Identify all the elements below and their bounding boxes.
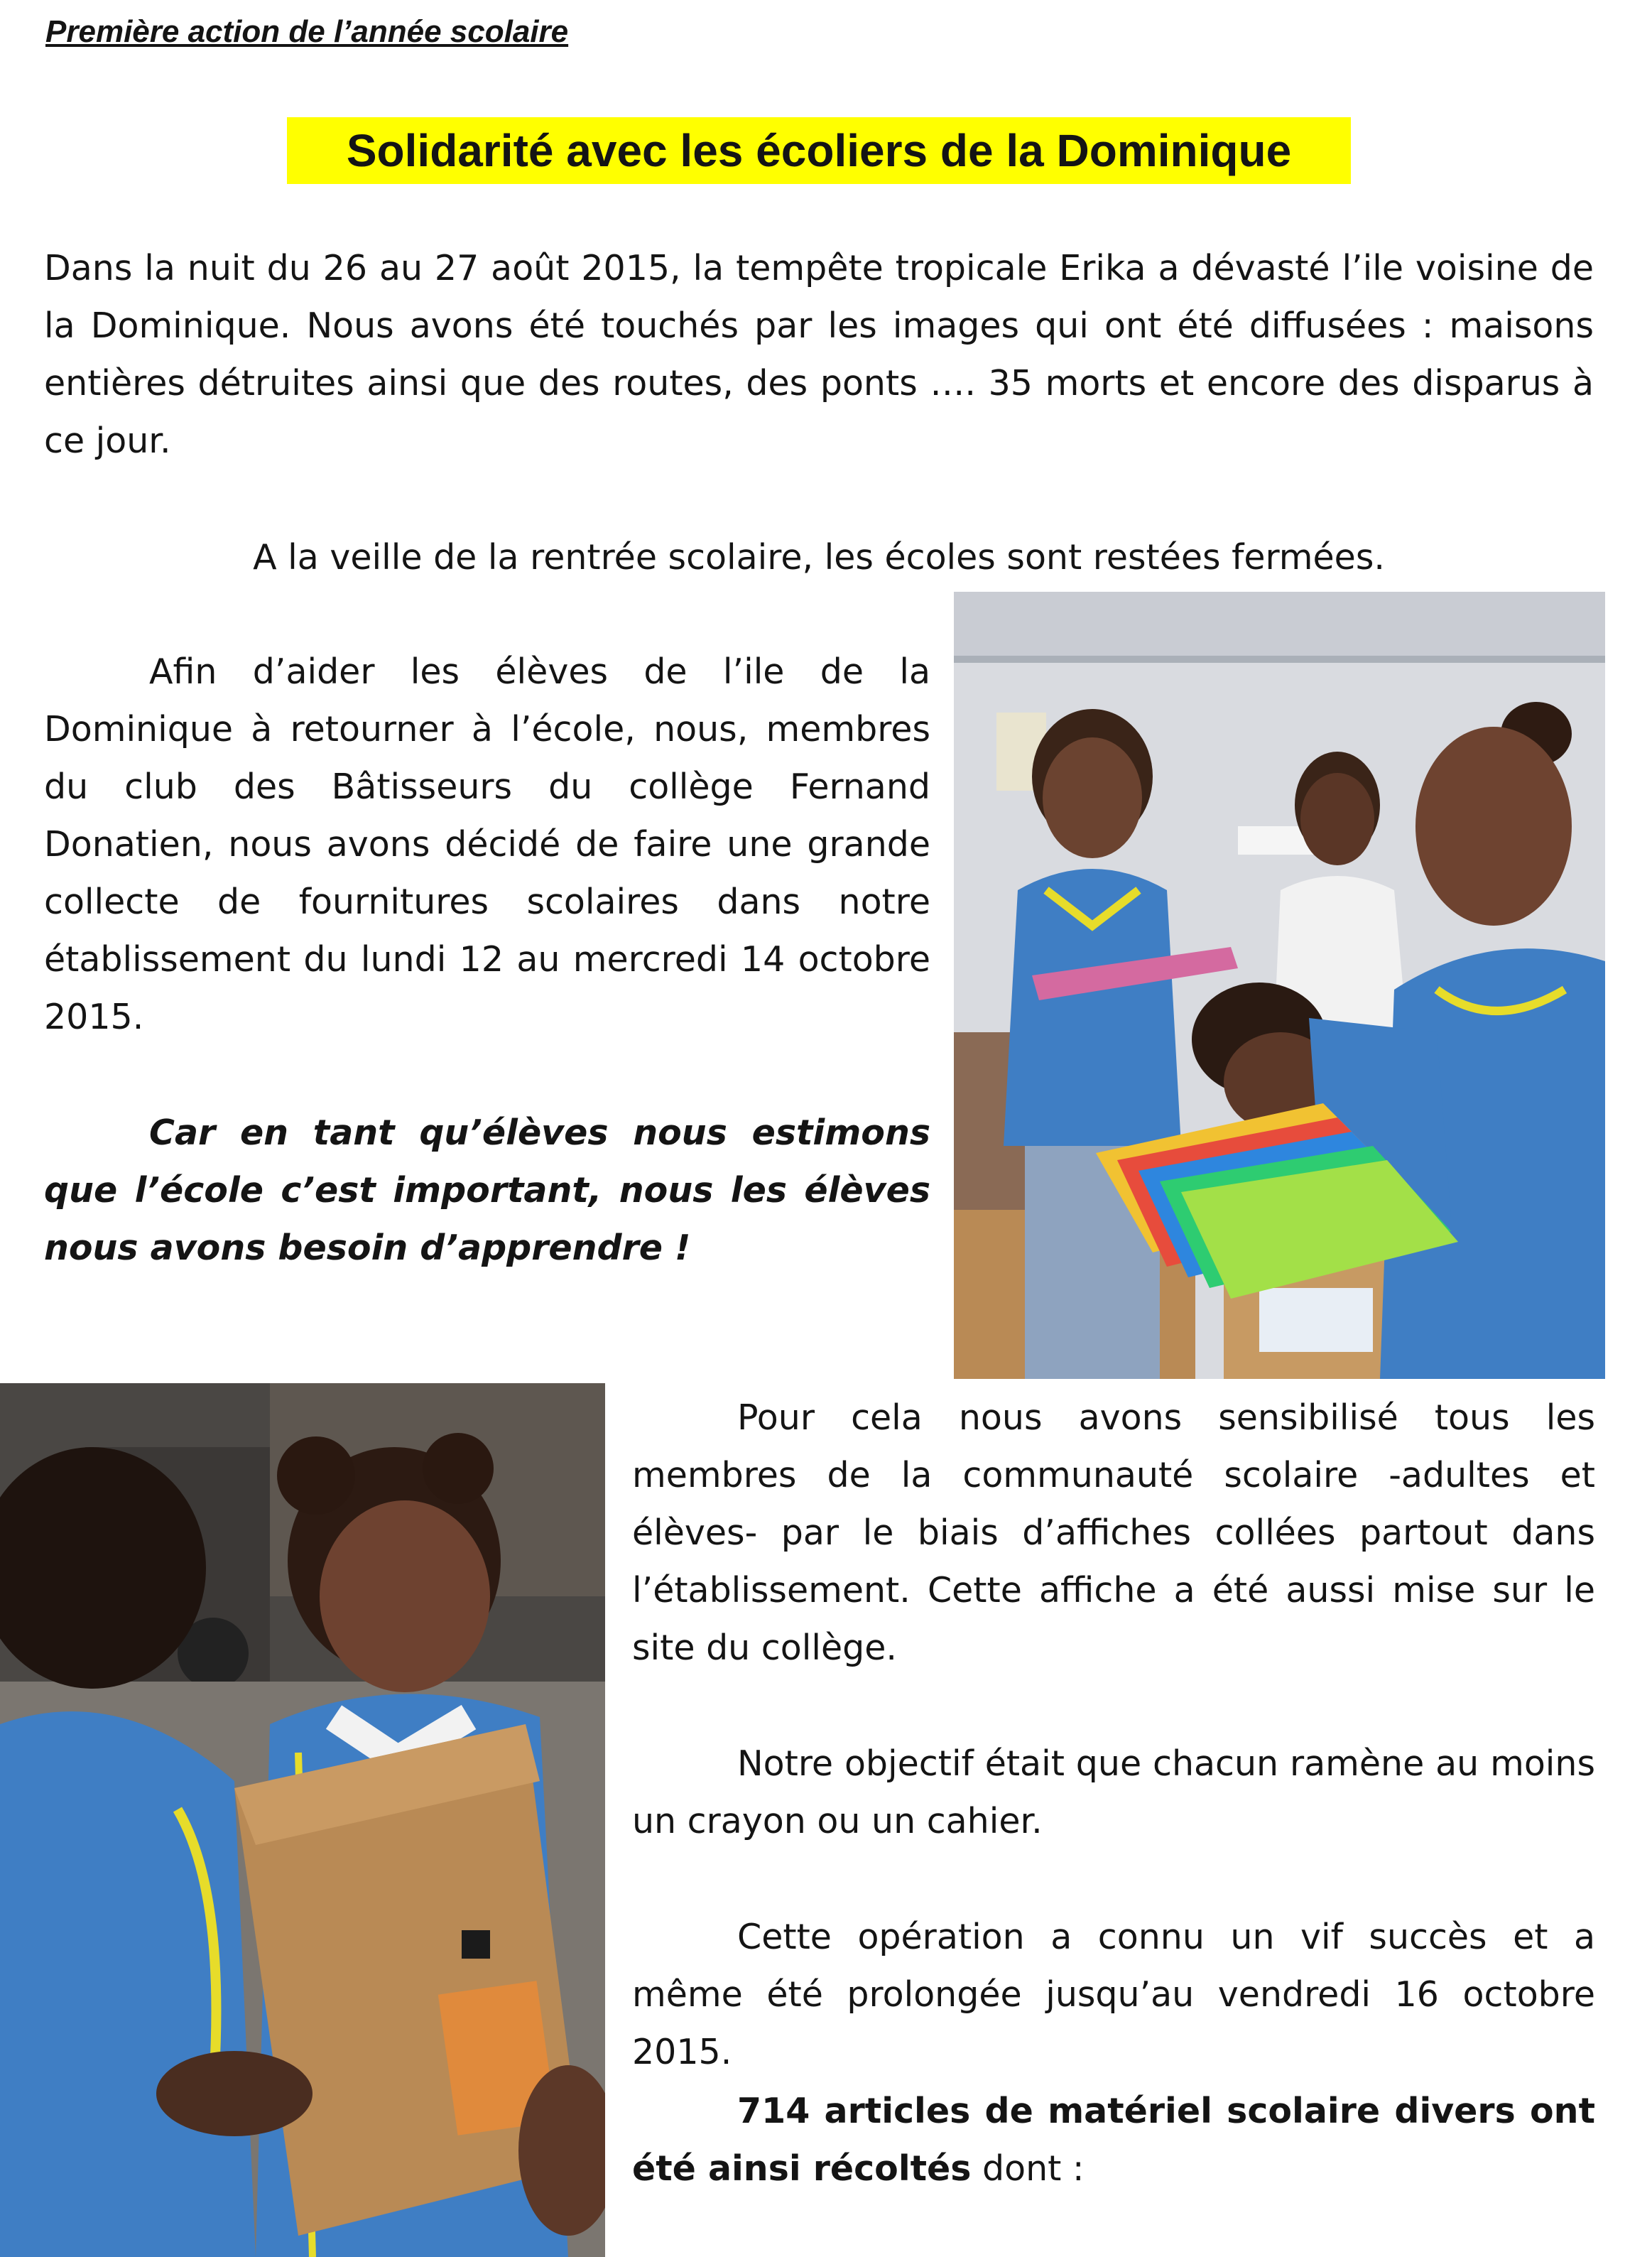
paragraph-objective: Notre objectif était que chacun ramène au moins un crayon ou un cahier. [632,1743,1595,1841]
photo-student-carrying-box [0,1383,605,2257]
section-kicker: Première action de l’année scolaire [45,14,569,49]
page-title: Solidarité avec les écoliers de la Dominique [287,117,1351,184]
paragraph-intro: Dans la nuit du 26 au 27 août 2015, la tempête tropicale Erika a dévasté l’ile voisine de la Dominique. Nous avons été touchés par les images qui ont été diffusées : maisons entières détruites ainsi que des routes, des ponts …. 35 morts et encore des disparus à ce jour. [44,248,1594,461]
paragraph-schools-closed: A la veille de la rentrée scolaire, les écoles sont restées fermées. [253,537,1385,578]
result-highlight: 714 articles de matériel scolaire divers ont été ainsi récoltés [632,2091,1595,2189]
paragraph-success: Cette opération a connu un vif succès et a même été prolongée jusqu’au vendredi 16 octobre 2015. [632,1917,1595,2072]
paragraph-collection: Afin d’aider les élèves de l’ile de la Dominique à retourner à l’école, nous, membres du club des Bâtisseurs du collège Fernand Donatien, nous avons décidé de faire une grande collecte de fournitures scolaires dans notre établissement du lundi 12 au mercredi 14 octobre 2015. [44,651,930,1037]
paragraph-quote: Car en tant qu’élèves nous estimons que l’école c’est important, nous les élèves nous avons besoin d’apprendre ! [44,1113,930,1268]
paragraph-result [632,2082,1595,2197]
result-rest: dont : [971,2148,1085,2189]
photo-students-sorting [954,592,1605,1379]
paragraph-awareness: Pour cela nous avons sensibilisé tous les membres de la communauté scolaire -adultes et élèves- par le biais d’affiches collées partout dans l’établissement. Cette affiche a été aussi mise sur le site du collège. [632,1397,1595,1668]
